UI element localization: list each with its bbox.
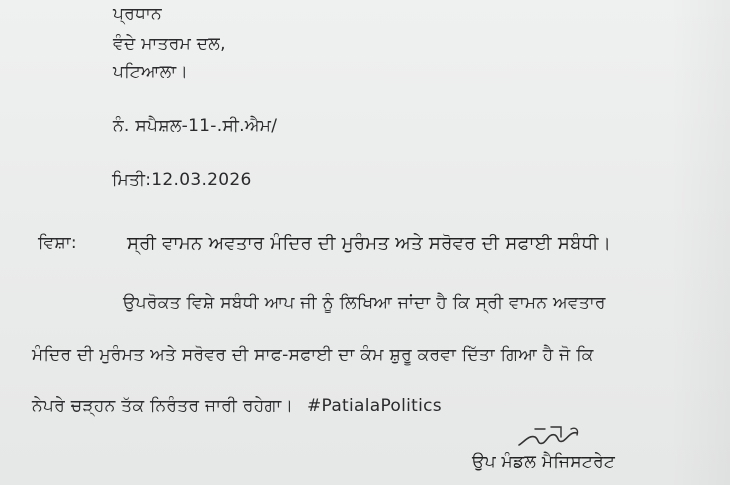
body-line-3-text: ਨੇਪਰੇ ਚੜ੍ਹਨ ਤੱਕ ਨਿਰੰਤਰ ਜਾਰੀ ਰਹੇਗਾ। [32, 396, 294, 416]
subject-text: ਸ੍ਰੀ ਵਾਮਨ ਅਵਤਾਰ ਮੰਦਿਰ ਦੀ ਮੁਰੰਮਤ ਅਤੇ ਸਰੋਵਰ ਦੀ ਸਫਾਈ ਸਬੰਧੀ। [127, 233, 612, 254]
hashtag-watermark: #PatialaPolitics [306, 396, 442, 416]
letter-date: ਮਿਤੀ:12.03.2026 [112, 170, 252, 190]
body-line-3 [32, 396, 442, 416]
page-edge-shadow [670, 0, 730, 485]
body-line-1: ਉਪਰੋਕਤ ਵਿਸ਼ੇ ਸਬੰਧੀ ਆਪ ਜੀ ਨੂੰ ਲਿਖਿਆ ਜਾਂਦਾ ਹੈ ਕਿ ਸ੍ਰੀ ਵਾਮਨ ਅਵਤਾਰ [123, 293, 606, 313]
subject-label: ਵਿਸ਼ਾ: [38, 233, 77, 253]
recipient-title: ਪ੍ਰਧਾਨ [113, 4, 162, 24]
signer-designation: ਉਪ ਮੰਡਲ ਮੈਜਿਸਟਰੇਟ [472, 452, 616, 472]
recipient-city: ਪਟਿਆਲਾ। [113, 62, 189, 82]
recipient-organization: ਵੰਦੇ ਮਾਤਰਮ ਦਲ, [113, 34, 226, 54]
reference-number: ਨੰ. ਸਪੈਸ਼ਲ-11-.ਸੀ.ਐਮ/ [113, 116, 278, 136]
body-line-2: ਮੰਦਿਰ ਦੀ ਮੁਰੰਮਤ ਅਤੇ ਸਰੋਵਰ ਦੀ ਸਾਫ-ਸਫਾਈ ਦਾ ਕੰਮ ਸ਼ੁਰੂ ਕਰਵਾ ਦਿੱਤਾ ਗਿਆ ਹੈ ਜੋ ਕਿ [32, 345, 594, 365]
handwritten-signature [515, 423, 595, 453]
